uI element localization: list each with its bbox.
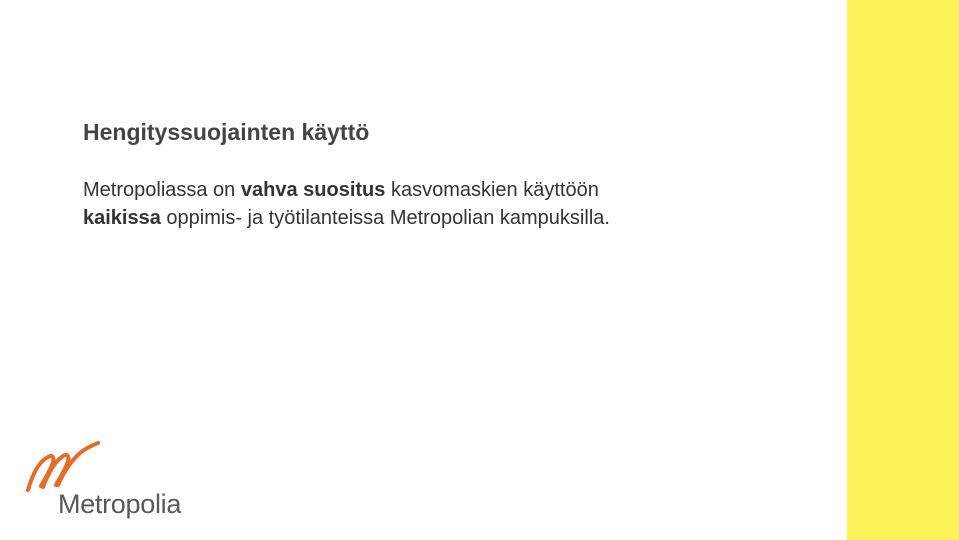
body-line-1 bbox=[83, 176, 783, 204]
metropolia-logo bbox=[22, 440, 187, 522]
body-bold-segment: kaikissa bbox=[83, 207, 161, 229]
slide-heading: Hengityssuojainten käyttö bbox=[83, 119, 370, 145]
slide-body-text bbox=[83, 176, 783, 232]
yellow-accent-bar bbox=[847, 0, 959, 540]
body-text-segment: Metropoliassa on bbox=[83, 179, 241, 201]
body-text-segment: kasvomaskien käyttöön bbox=[385, 179, 599, 201]
body-text-segment: oppimis- ja työtilanteissa Metropolian kampuksilla. bbox=[160, 207, 610, 229]
metropolia-m-swoosh-icon bbox=[22, 440, 102, 492]
body-bold-segment: vahva suositus bbox=[240, 179, 386, 201]
metropolia-logo-text: Metropolia bbox=[58, 489, 182, 519]
body-line-2 bbox=[83, 204, 783, 232]
